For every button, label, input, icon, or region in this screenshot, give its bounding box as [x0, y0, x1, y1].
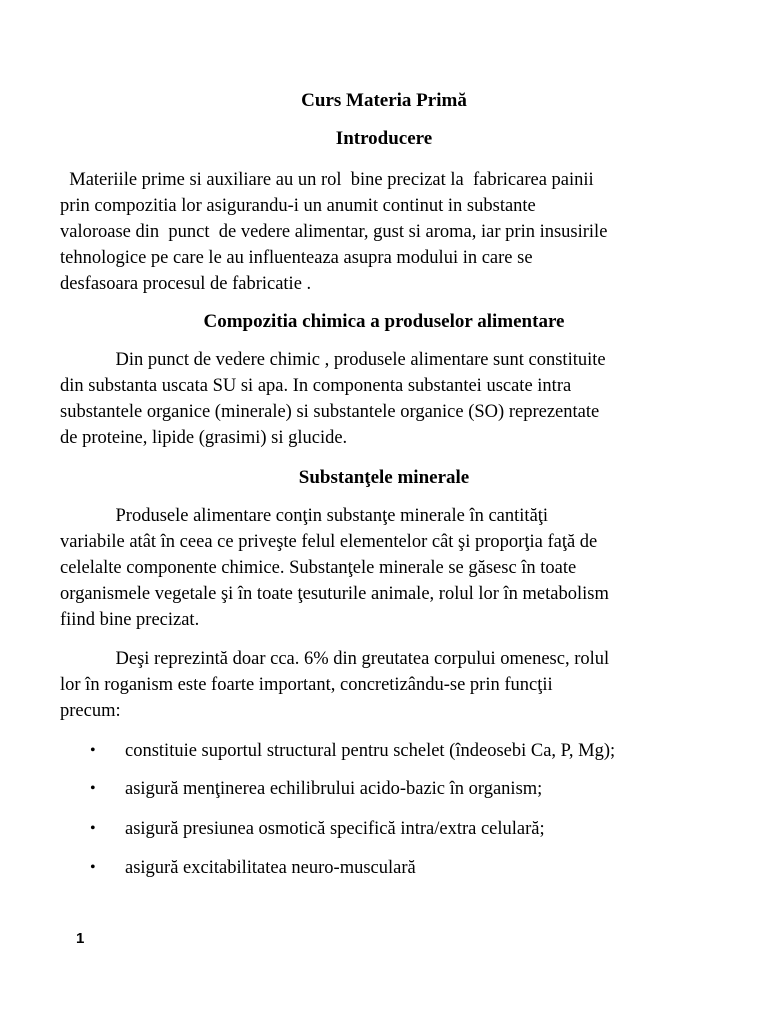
document-title: Curs Materia Primă — [301, 90, 467, 111]
minerals-paragraph-1 — [60, 503, 720, 633]
paragraph-line: lor în roganism este foarte important, concretizându-se prin funcţii — [60, 675, 553, 695]
paragraph-line: substantele organice (minerale) si substantele organice (SO) reprezentate — [60, 402, 600, 422]
intro-paragraph — [60, 167, 720, 297]
paragraph-line: din substanta uscata SU si apa. In componenta substantei uscate intra — [60, 376, 572, 396]
intro-line: valoroase din punct de vedere alimentar, gust si aroma, iar prin insusirile — [60, 222, 608, 242]
bullet-icon: • — [90, 742, 96, 759]
list-item-text: asigură excitabilitatea neuro-musculară — [125, 858, 416, 878]
page-number: 1 — [76, 930, 85, 947]
section-heading-chemical-composition: Compozitia chimica a produselor alimentare — [203, 311, 565, 332]
bullet-icon: • — [90, 859, 96, 876]
paragraph-line: Produsele alimentare conţin substanţe minerale în cantităţi — [60, 506, 549, 526]
paragraph-line: celelalte componente chimice. Substanţele minerale se găsesc în toate — [60, 558, 577, 578]
bullet-icon: • — [90, 780, 96, 797]
intro-line: Materiile prime si auxiliare au un rol bine precizat la fabricarea painii — [60, 170, 594, 190]
intro-line: prin compozitia lor asigurandu-i un anumit continut in substante — [60, 196, 536, 216]
minerals-paragraph-2 — [60, 646, 720, 724]
list-item-text: asigură presiunea osmotică specifică intra/extra celulară; — [125, 819, 545, 839]
intro-line: tehnologice pe care le au influenteaza asupra modului in care se — [60, 248, 533, 268]
intro-line: desfasoara procesul de fabricatie . — [60, 274, 312, 294]
bullet-icon: • — [90, 820, 96, 837]
paragraph-line: Deşi reprezintă doar cca. 6% din greutatea corpului omenesc, rolul — [60, 649, 610, 669]
paragraph-line: organismele vegetale şi în toate ţesuturile animale, rolul lor în metabolism — [60, 584, 609, 604]
paragraph-line: variabile atât în ceea ce priveşte felul elementelor cât şi proporţia faţă de — [60, 532, 598, 552]
paragraph-line: fiind bine precizat. — [60, 610, 200, 630]
list-item-text: asigură menţinerea echilibrului acido-bazic în organism; — [125, 779, 543, 799]
document-subtitle: Introducere — [335, 128, 433, 149]
list-item-text: constituie suportul structural pentru schelet (îndeosebi Ca, P, Mg); — [125, 741, 616, 761]
paragraph-line: precum: — [60, 701, 121, 721]
paragraph-line: Din punct de vedere chimic , produsele alimentare sunt constituite — [60, 350, 606, 370]
section-heading-minerals: Substanţele minerale — [298, 467, 470, 488]
chemical-composition-paragraph — [60, 347, 720, 451]
paragraph-line: de proteine, lipide (grasimi) si glucide. — [60, 428, 348, 448]
